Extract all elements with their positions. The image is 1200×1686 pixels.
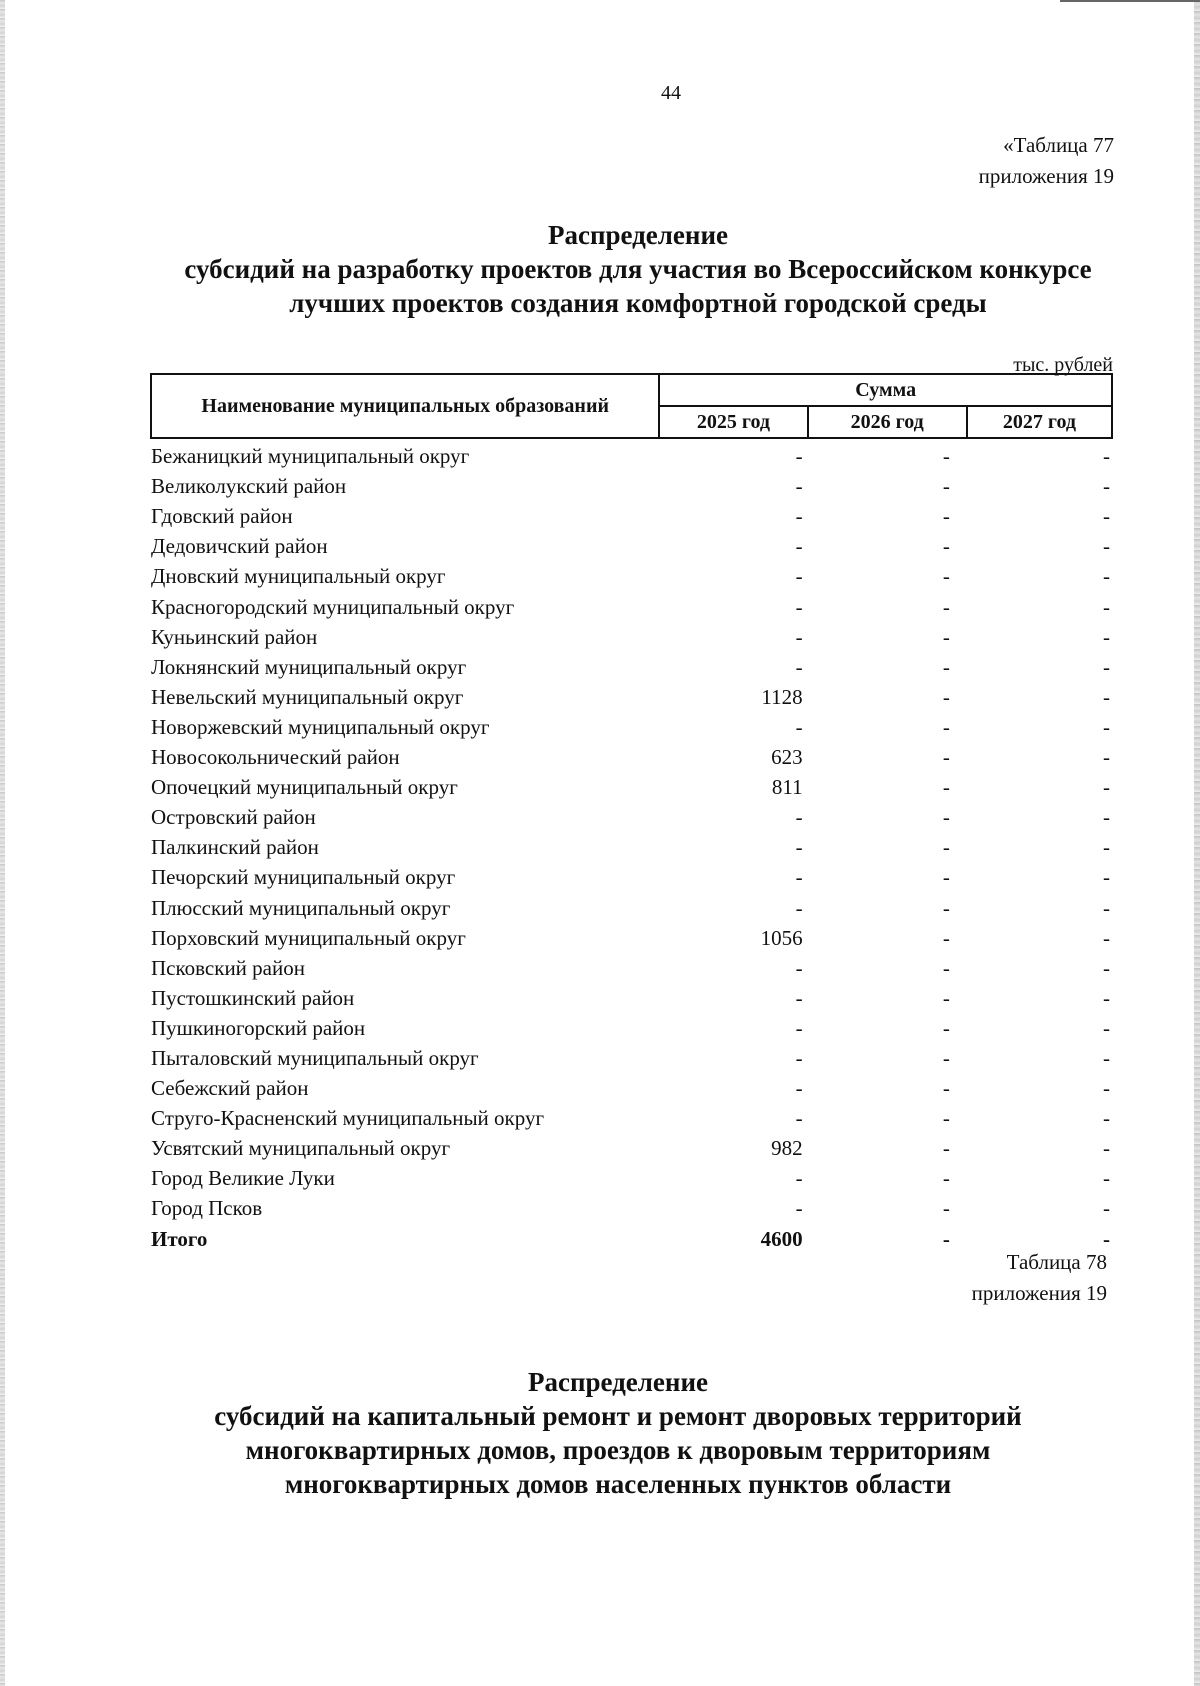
row-2027: - — [1103, 1076, 1110, 1101]
row-name: Псковский район — [151, 955, 305, 980]
unit-label: тыс. рублей — [1013, 354, 1113, 376]
row-name: Пыталовский муниципальный округ — [151, 1045, 479, 1070]
table78-title-line4: многоквартирных домов населенных пунктов области — [284, 1469, 952, 1499]
row-2026: - — [942, 444, 950, 469]
row-2026: - — [942, 925, 950, 950]
row-2026: - — [942, 1196, 950, 1221]
row-2026: - — [942, 1076, 950, 1101]
row-2026: - — [942, 504, 950, 529]
row-2026: - — [942, 865, 950, 890]
row-2027: - — [1103, 1166, 1110, 1191]
row-name: Струго-Красненский муниципальный округ — [151, 1106, 545, 1131]
table-row — [151, 740, 1112, 770]
row-2025: - — [795, 504, 803, 529]
row-2025: 1056 — [760, 925, 803, 950]
row-2026: - — [942, 474, 950, 499]
row-2025: - — [795, 714, 803, 739]
table-row — [151, 620, 1112, 650]
row-2027: - — [1103, 654, 1110, 679]
total-name: Итого — [151, 1226, 208, 1251]
row-2026: - — [942, 775, 950, 800]
table77-title-line3: лучших проектов создания комфортной городской среды — [289, 288, 987, 318]
row-2025: - — [795, 534, 803, 559]
table-row — [151, 981, 1112, 1011]
total-2027: - — [1103, 1226, 1110, 1251]
table78-title — [118, 1365, 1118, 1501]
table78-reference-line1: Таблица 78 — [1006, 1250, 1107, 1274]
table-row — [151, 1101, 1112, 1131]
table-row — [151, 710, 1112, 740]
row-name: Островский район — [151, 805, 316, 830]
table-row — [151, 680, 1112, 710]
row-name: Пушкиногорский район — [151, 1015, 366, 1040]
row-2027: - — [1103, 865, 1110, 890]
table78-reference — [972, 1247, 1107, 1309]
row-2026: - — [942, 805, 950, 830]
row-2027: - — [1103, 805, 1110, 830]
row-2025: - — [795, 865, 803, 890]
row-name: Город Псков — [151, 1196, 263, 1221]
row-2025: - — [795, 955, 803, 980]
row-2027: - — [1103, 684, 1110, 709]
row-2027: - — [1103, 564, 1110, 589]
table78-reference-line2: приложения 19 — [971, 1281, 1107, 1305]
row-name: Усвятский муниципальный округ — [151, 1136, 451, 1161]
row-2026: - — [942, 684, 950, 709]
table-row — [151, 1191, 1112, 1221]
row-2026: - — [942, 745, 950, 770]
row-2027: - — [1103, 1136, 1110, 1161]
row-2026: - — [942, 1166, 950, 1191]
table78-title-line3: многоквартирных домов, проездов к дворовым территориям — [245, 1435, 991, 1465]
row-2027: - — [1103, 594, 1110, 619]
row-name: Город Великие Луки — [151, 1166, 335, 1191]
table-row — [151, 921, 1112, 951]
row-name: Куньинский район — [151, 624, 318, 649]
row-2026: - — [942, 1045, 950, 1070]
table78-title-line2: субсидий на капитальный ремонт и ремонт дворовых территорий — [214, 1401, 1022, 1431]
scan-edge-right — [1194, 0, 1200, 1686]
row-2025: - — [795, 564, 803, 589]
row-2025: - — [795, 895, 803, 920]
row-2027: - — [1103, 714, 1110, 739]
header-year-2026: 2026 год — [808, 406, 967, 438]
row-2026: - — [942, 714, 950, 739]
row-2025: - — [795, 985, 803, 1010]
row-2027: - — [1103, 1106, 1110, 1131]
row-name: Красногородский муниципальный округ — [151, 594, 515, 619]
row-name: Локнянский муниципальный округ — [151, 654, 467, 679]
table77-reference-line2: приложения 19 — [978, 164, 1114, 188]
table77-title — [138, 218, 1138, 320]
table-row — [151, 1041, 1112, 1071]
row-2027: - — [1103, 534, 1110, 559]
total-2025: 4600 — [760, 1226, 803, 1251]
row-2025: 982 — [771, 1136, 803, 1161]
table-row — [151, 1071, 1112, 1101]
row-2027: - — [1103, 444, 1110, 469]
scan-edge-left — [0, 0, 5, 1686]
row-2025: - — [795, 835, 803, 860]
header-sum: Сумма — [659, 374, 1112, 406]
row-2026: - — [942, 564, 950, 589]
row-name: Палкинский район — [151, 835, 319, 860]
row-2025: - — [795, 1166, 803, 1191]
table77-title-line2: субсидий на разработку проектов для участия во Всероссийском конкурсе — [184, 254, 1092, 284]
scan-edge-top — [1060, 0, 1200, 2]
table-row — [151, 1131, 1112, 1161]
table-row — [151, 499, 1112, 529]
row-2026: - — [942, 835, 950, 860]
row-2025: - — [795, 1196, 803, 1221]
row-2025: - — [795, 1015, 803, 1040]
table-row — [151, 951, 1112, 981]
row-2025: - — [795, 1045, 803, 1070]
row-2026: - — [942, 1106, 950, 1131]
row-2025: - — [795, 1106, 803, 1131]
table-row — [151, 469, 1112, 499]
table-row — [151, 860, 1112, 890]
table-total-row — [151, 1221, 1112, 1251]
row-name: Дновский муниципальный округ — [151, 564, 446, 589]
row-2027: - — [1103, 955, 1110, 980]
row-2025: 1128 — [761, 684, 803, 709]
row-2025: - — [795, 624, 803, 649]
row-2026: - — [942, 895, 950, 920]
table-row — [151, 650, 1112, 680]
row-2026: - — [942, 1015, 950, 1040]
row-2027: - — [1103, 835, 1110, 860]
row-2026: - — [942, 624, 950, 649]
row-2026: - — [942, 534, 950, 559]
row-name: Себежский район — [151, 1076, 309, 1101]
table-body — [151, 438, 1112, 1252]
row-name: Бежаницкий муниципальный округ — [151, 444, 470, 469]
table-row — [151, 770, 1112, 800]
table77-reference — [979, 130, 1114, 192]
row-name: Невельский муниципальный округ — [151, 684, 464, 709]
row-name: Новоржевский муниципальный округ — [151, 714, 490, 739]
table-row — [151, 800, 1112, 830]
table77-title-line1: Распределение — [547, 220, 729, 250]
subsidy-distribution-table — [150, 373, 1113, 1252]
row-2027: - — [1103, 504, 1110, 529]
table-row — [151, 438, 1112, 469]
row-2025: - — [795, 805, 803, 830]
row-name: Дедовичский район — [151, 534, 328, 559]
row-name: Печорский муниципальный округ — [151, 865, 456, 890]
row-2026: - — [942, 955, 950, 980]
total-2026: - — [942, 1226, 950, 1251]
table-row — [151, 559, 1112, 589]
row-2025: - — [795, 474, 803, 499]
row-2027: - — [1103, 925, 1110, 950]
header-name: Наименование муниципальных образований — [151, 374, 659, 438]
row-2025: - — [795, 594, 803, 619]
table-row — [151, 529, 1112, 559]
table-row — [151, 589, 1112, 619]
row-name: Гдовский район — [151, 504, 293, 529]
row-2027: - — [1103, 895, 1110, 920]
row-name: Пустошкинский район — [151, 985, 355, 1010]
row-name: Великолукский район — [151, 474, 347, 499]
row-2027: - — [1103, 1015, 1110, 1040]
row-name: Порховский муниципальный округ — [151, 925, 466, 950]
table77-reference-line1: «Таблица 77 — [1003, 133, 1114, 157]
table-row — [151, 1161, 1112, 1191]
row-2027: - — [1103, 624, 1110, 649]
row-2025: 811 — [771, 775, 803, 800]
table-row — [151, 890, 1112, 920]
row-2025: - — [795, 444, 803, 469]
row-2026: - — [942, 654, 950, 679]
row-2027: - — [1103, 1196, 1110, 1221]
header-year-2025: 2025 год — [659, 406, 807, 438]
row-name: Новосокольнический район — [151, 745, 400, 770]
row-2027: - — [1103, 775, 1110, 800]
row-2026: - — [942, 1136, 950, 1161]
row-2027: - — [1103, 745, 1110, 770]
row-2026: - — [942, 594, 950, 619]
table-row — [151, 1011, 1112, 1041]
row-2025: - — [795, 1076, 803, 1101]
row-2027: - — [1103, 1045, 1110, 1070]
row-name: Плюсский муниципальный округ — [151, 895, 451, 920]
row-2025: - — [795, 654, 803, 679]
row-2026: - — [942, 985, 950, 1010]
page-number: 44 — [661, 82, 681, 104]
row-2027: - — [1103, 985, 1110, 1010]
table-row — [151, 830, 1112, 860]
row-name: Опочецкий муниципальный округ — [151, 775, 458, 800]
table78-title-line1: Распределение — [527, 1367, 709, 1397]
row-2027: - — [1103, 474, 1110, 499]
row-2025: 623 — [771, 745, 803, 770]
header-year-2027: 2027 год — [967, 406, 1112, 438]
